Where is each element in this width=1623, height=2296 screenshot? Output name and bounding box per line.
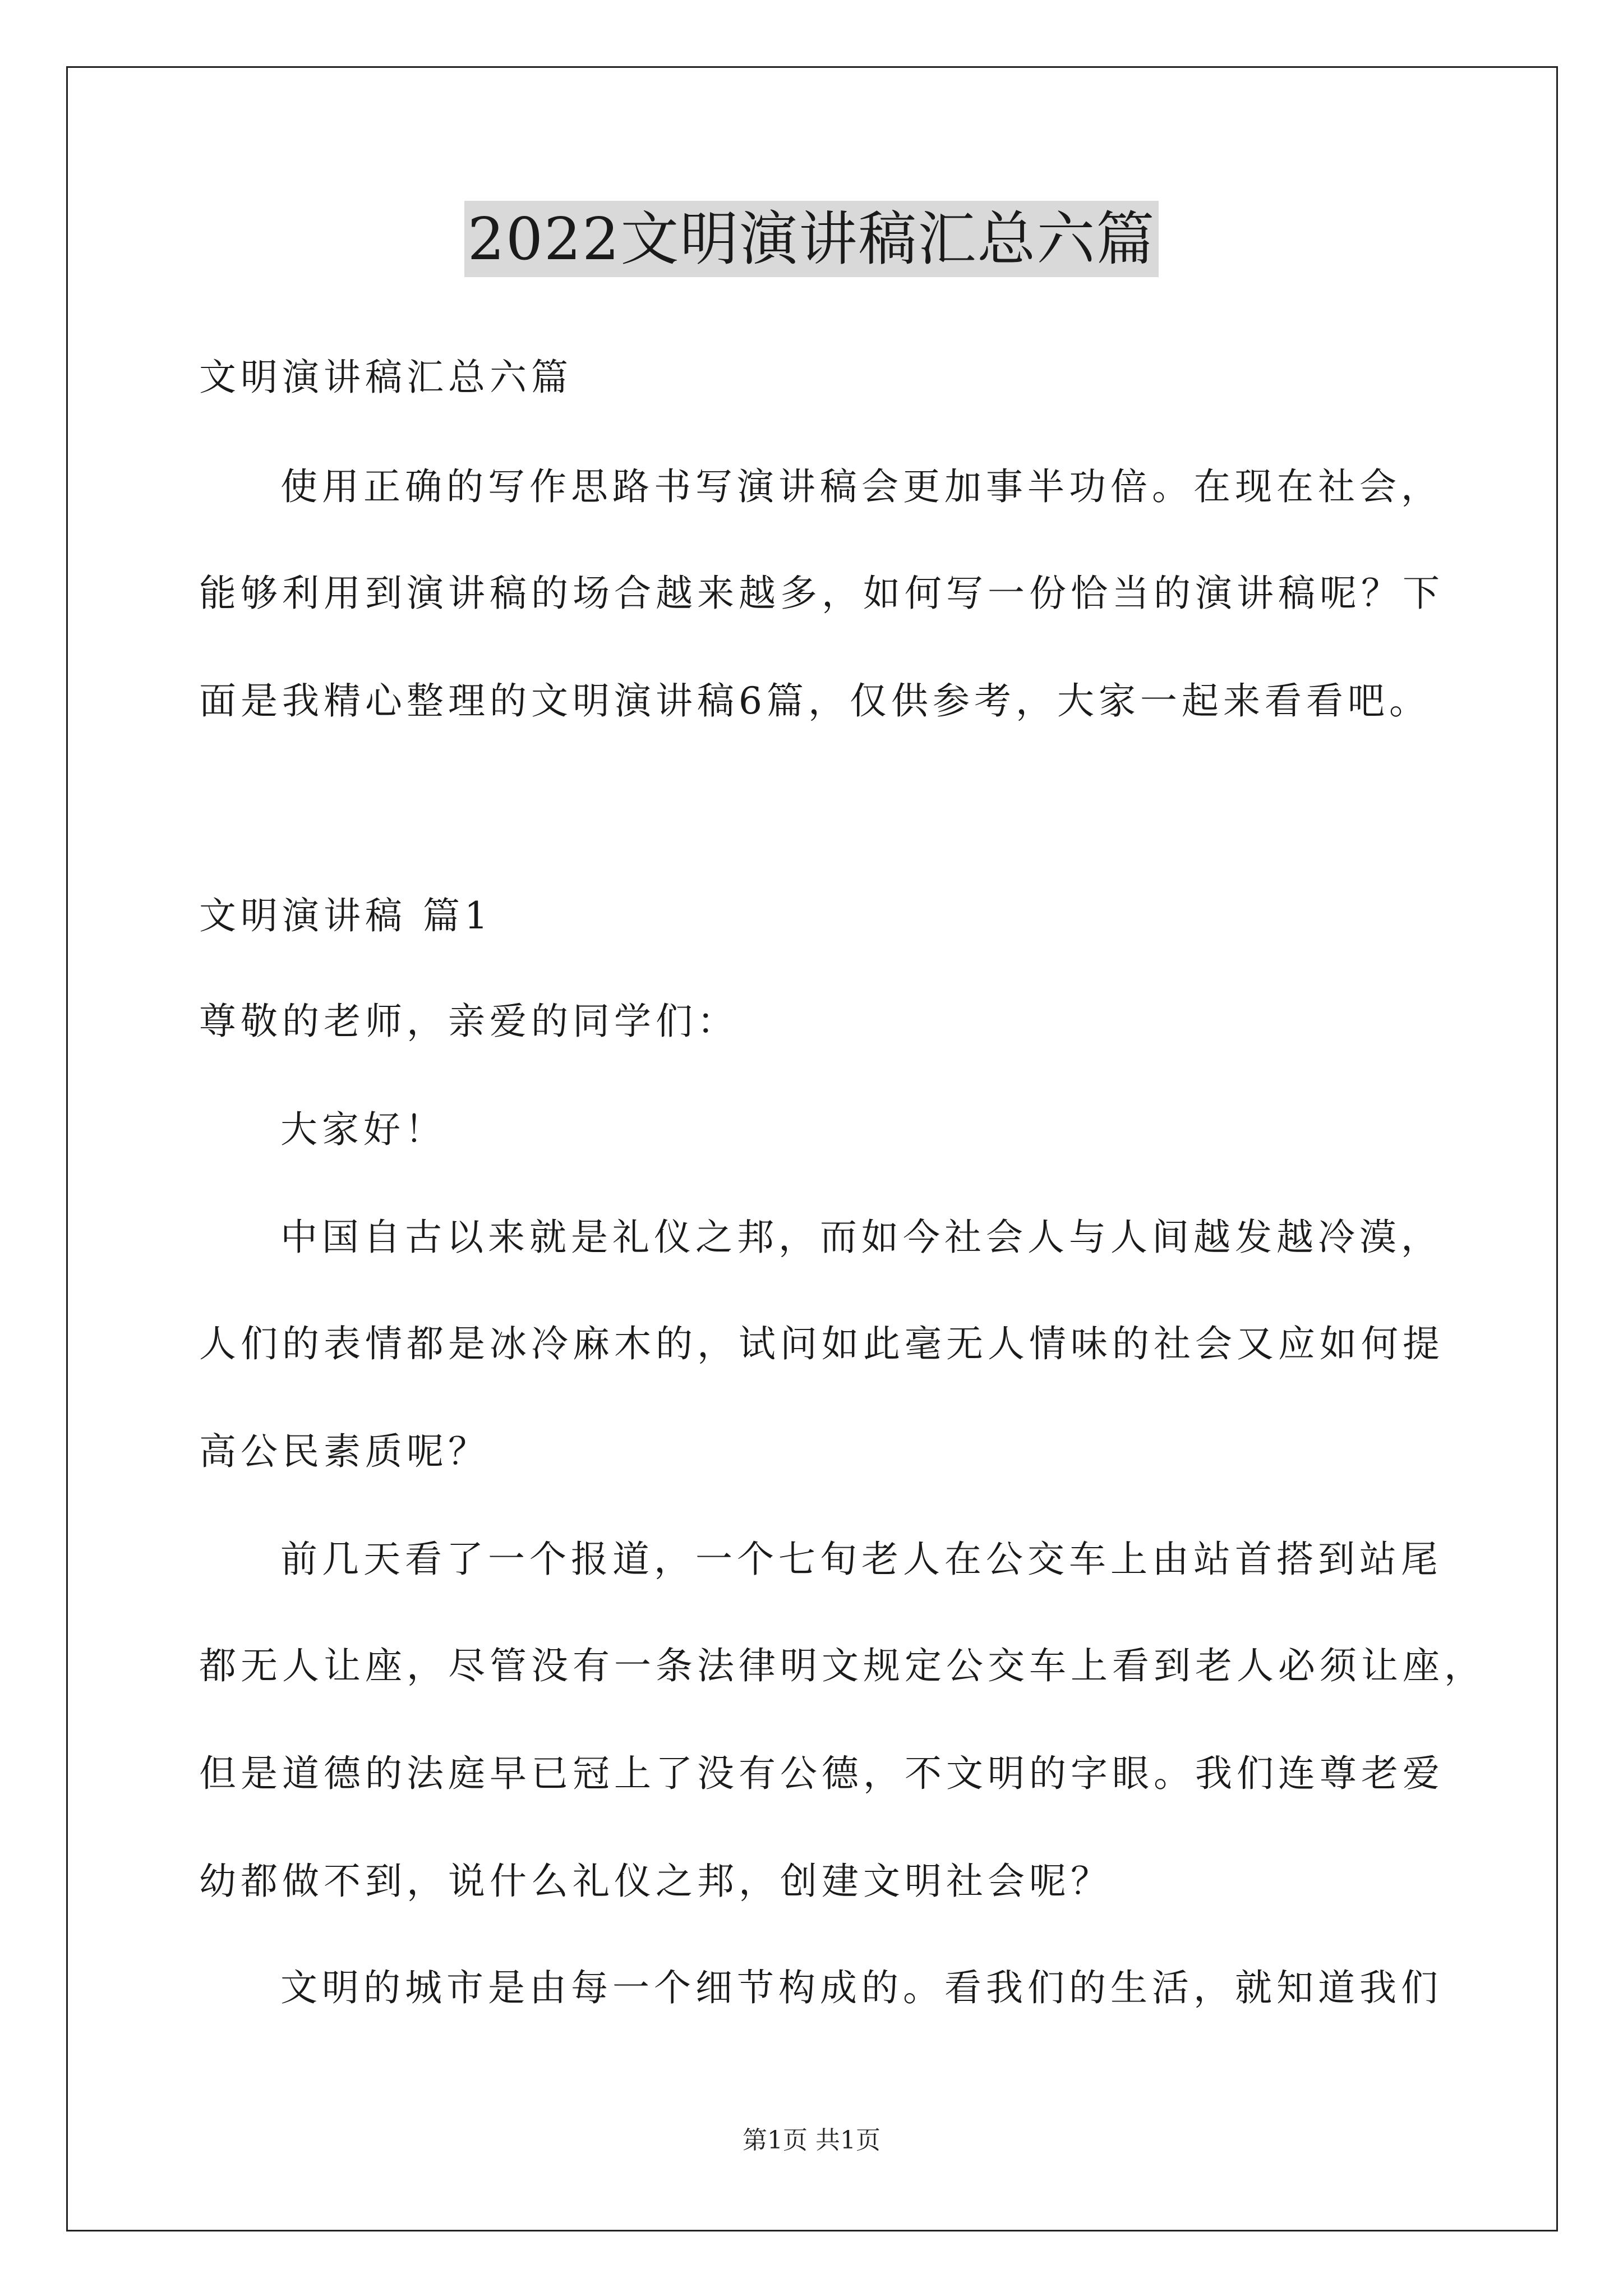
paragraph-line: 人们的表情都是冰冷麻木的，试问如此毫无人情味的社会又应如何提 — [199, 1322, 1444, 1365]
paragraph-line: 都无人让座，尽管没有一条法律明文规定公交车上看到老人必须让座， — [199, 1644, 1486, 1687]
paragraph-line: 文明的城市是由每一个细节构成的。看我们的生活，就知道我们 — [280, 1966, 1442, 2009]
document-title: 2022文明演讲稿汇总六篇 — [464, 201, 1159, 277]
title-container — [0, 201, 1623, 277]
paragraph-line: 能够利用到演讲稿的场合越来越多，如何写一份恰当的演讲稿呢？下 — [199, 572, 1444, 615]
salutation: 尊敬的老师，亲爱的同学们： — [199, 1000, 739, 1043]
subtitle: 文明演讲稿汇总六篇 — [199, 356, 573, 399]
paragraph-line: 前几天看了一个报道，一个七旬老人在公交车上由站首搭到站尾 — [280, 1538, 1442, 1581]
paragraph-line: 幼都做不到，说什么礼仪之邦，创建文明社会呢？ — [199, 1860, 1112, 1903]
paragraph-line: 面是我精心整理的文明演讲稿6篇，仅供参考，大家一起来看看吧。 — [199, 679, 1431, 723]
paragraph-line: 使用正确的写作思路书写演讲稿会更加事半功倍。在现在社会， — [280, 465, 1442, 508]
paragraph-line: 高公民素质呢？ — [199, 1430, 490, 1473]
section-heading: 文明演讲稿 篇1 — [199, 894, 492, 937]
page-footer: 第1页 共1页 — [743, 2126, 880, 2155]
paragraph-line: 但是道德的法庭早已冠上了没有公德，不文明的字眼。我们连尊老爱 — [199, 1752, 1444, 1795]
paragraph-line: 中国自古以来就是礼仪之邦，而如今社会人与人间越发越冷漠， — [280, 1216, 1442, 1259]
greeting: 大家好！ — [280, 1108, 446, 1151]
